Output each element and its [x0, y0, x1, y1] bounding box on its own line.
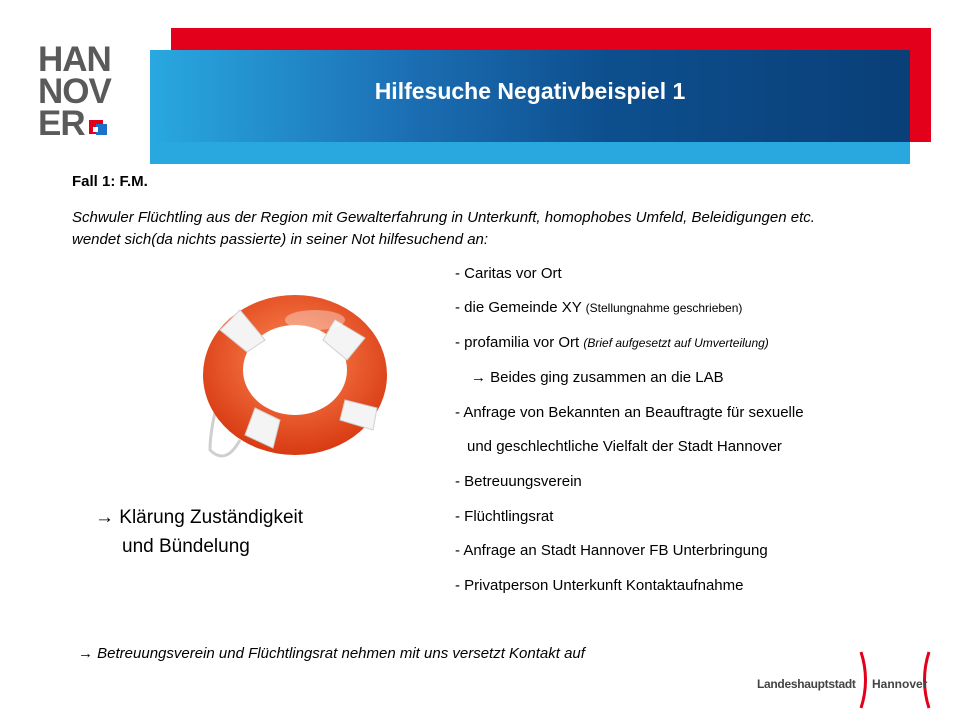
list-item-text: und geschlechtliche Vielfalt der Stadt Hannover — [467, 438, 782, 455]
list-item-text: - Anfrage an Stadt Hannover FB Unterbringung — [455, 542, 768, 559]
conclusion — [78, 645, 585, 662]
list-item — [455, 334, 769, 351]
list-item-note: (Stellungnahme geschrieben) — [585, 301, 743, 315]
clarification-text-1: Klärung Zuständigkeit — [119, 507, 304, 528]
clarification-box — [95, 503, 303, 561]
list-item — [455, 577, 744, 594]
lifebuoy-image — [185, 290, 390, 465]
list-item-text: - die Gemeinde XY — [455, 299, 582, 316]
list-item-note: (Brief aufgesetzt auf Umverteilung) — [583, 336, 769, 350]
list-item-text: Beides ging zusammen an die LAB — [490, 369, 724, 386]
logo-white-square — [93, 127, 98, 132]
clarification-line-1 — [95, 503, 303, 532]
arrow-right-icon: → — [471, 369, 486, 386]
list-item — [467, 438, 782, 455]
clarification-line-2: und Bündelung — [122, 536, 250, 557]
page-title: Hilfesuche Negativbeispiel 1 — [374, 78, 686, 104]
list-item — [455, 542, 768, 559]
list-item — [455, 265, 562, 282]
list-item-text: - Privatperson Unterkunft Kontaktaufnahme — [455, 577, 744, 594]
list-item — [455, 508, 553, 525]
list-item — [471, 369, 724, 386]
conclusion-text: Betreuungsverein und Flüchtlingsrat nehmen mit uns versetzt Kontakt auf — [97, 645, 585, 662]
list-item-text: - Caritas vor Ort — [455, 265, 562, 282]
footer-city: Hannover — [872, 677, 928, 691]
list-item-text: - Anfrage von Bekannten an Beauftragte für sexuelle — [455, 404, 804, 421]
case-description: Schwuler Flüchtling aus der Region mit Gewalterfahrung in Unterkunft, homophobes Umfeld, Beleidigungen etc. wendet sich(da nichts passierte) in seiner Not hilfesuchend an: — [72, 209, 815, 248]
case-title: Fall 1: F.M. — [72, 173, 148, 190]
list-item-text: - Betreuungsverein — [455, 473, 582, 490]
logo-line-1: HAN — [38, 40, 111, 79]
arrow-right-icon: → — [78, 645, 93, 662]
list-item — [455, 473, 582, 490]
list-item — [455, 404, 804, 421]
list-item-text: - Flüchtlingsrat — [455, 508, 554, 525]
footer-org: Landeshauptstadt — [757, 677, 856, 691]
logo-line-3: ER — [38, 104, 85, 143]
list-item-text: - profamilia vor Ort — [455, 334, 580, 351]
arrow-right-icon: → — [95, 507, 114, 528]
list-item — [455, 299, 742, 316]
logo-line-2: NOV — [38, 72, 111, 111]
